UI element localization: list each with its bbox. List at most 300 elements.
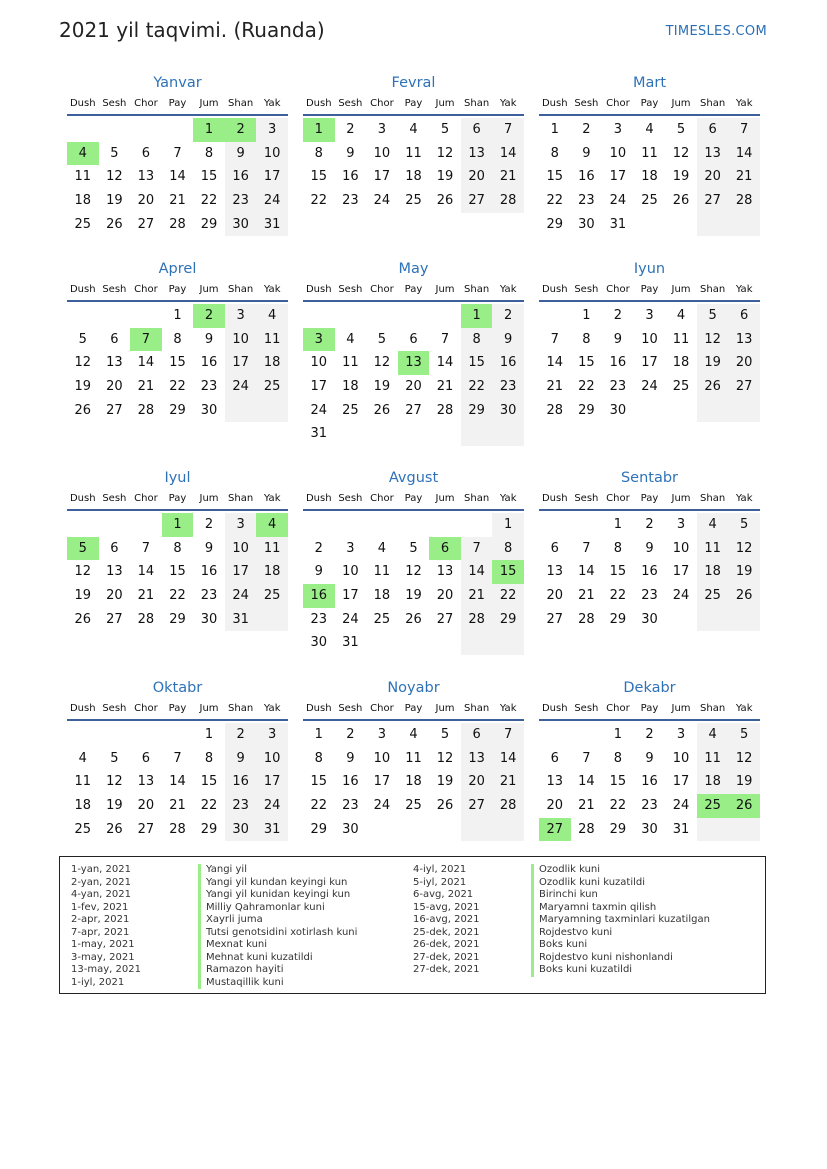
day-cell[interactable]: 30 [492, 399, 524, 423]
day-cell[interactable]: 8 [492, 537, 524, 561]
day-cell[interactable]: 7 [141, 540, 151, 556]
day-cell[interactable]: 10 [310, 355, 328, 371]
day-cell[interactable]: 15 [546, 169, 564, 185]
day-cell[interactable]: 16 [342, 774, 359, 790]
day-cell[interactable]: 9 [346, 145, 355, 161]
day-cell[interactable]: 31 [256, 818, 288, 842]
day-cell[interactable]: 14 [492, 142, 524, 166]
day-cell[interactable]: 11 [697, 747, 729, 771]
day-cell[interactable]: 17 [256, 770, 288, 794]
day-cell[interactable]: 13 [728, 328, 760, 352]
day-cell[interactable]: 21 [492, 165, 524, 189]
day-cell[interactable]: 6 [429, 537, 461, 561]
day-cell[interactable]: 28 [546, 402, 564, 418]
day-cell[interactable]: 16 [641, 564, 658, 580]
day-cell[interactable]: 22 [461, 375, 493, 399]
day-cell[interactable]: 30 [310, 635, 328, 651]
day-cell[interactable]: 22 [609, 798, 627, 814]
day-cell[interactable]: 10 [373, 750, 391, 766]
day-cell[interactable]: 21 [578, 588, 595, 604]
day-cell[interactable]: 9 [645, 540, 654, 556]
day-cell[interactable]: 10 [641, 331, 658, 347]
day-cell[interactable]: 3 [346, 540, 355, 556]
day-cell[interactable]: 5 [440, 122, 450, 137]
day-cell[interactable]: 1 [613, 727, 623, 742]
day-cell[interactable]: 23 [609, 379, 627, 395]
day-cell[interactable]: 3 [676, 727, 686, 742]
day-cell[interactable]: 18 [256, 560, 288, 584]
day-cell[interactable]: 3 [256, 118, 288, 142]
day-cell[interactable]: 25 [697, 584, 729, 608]
day-cell[interactable]: 7 [492, 723, 524, 747]
day-cell[interactable]: 6 [697, 118, 729, 142]
day-cell[interactable]: 4 [377, 540, 387, 556]
day-cell[interactable]: 5 [377, 331, 387, 347]
day-cell[interactable]: 7 [461, 537, 493, 561]
day-cell[interactable]: 30 [200, 402, 218, 418]
day-cell[interactable]: 31 [225, 608, 257, 632]
day-cell[interactable]: 26 [436, 193, 454, 209]
day-cell[interactable]: 27 [461, 794, 493, 818]
day-cell[interactable]: 21 [546, 379, 564, 395]
day-cell[interactable]: 6 [550, 540, 559, 556]
day-cell[interactable]: 6 [141, 750, 151, 766]
day-cell[interactable]: 11 [74, 169, 92, 185]
day-cell[interactable]: 16 [200, 564, 218, 580]
day-cell[interactable]: 8 [550, 145, 559, 161]
day-cell[interactable]: 3 [645, 308, 654, 323]
day-cell[interactable]: 2 [225, 723, 257, 747]
day-cell[interactable]: 6 [110, 540, 119, 556]
day-cell[interactable]: 12 [697, 328, 729, 352]
day-cell[interactable]: 13 [398, 351, 430, 375]
day-cell[interactable]: 8 [314, 145, 323, 161]
day-cell[interactable]: 2 [613, 308, 623, 323]
day-cell[interactable]: 9 [346, 750, 355, 766]
day-cell[interactable]: 29 [169, 402, 186, 418]
day-cell[interactable]: 2 [346, 122, 355, 137]
day-cell[interactable]: 3 [256, 723, 288, 747]
day-cell[interactable]: 25 [373, 611, 391, 627]
day-cell[interactable]: 16 [578, 169, 595, 185]
day-cell[interactable]: 15 [609, 564, 627, 580]
day-cell[interactable]: 27 [106, 611, 123, 627]
day-cell[interactable]: 25 [641, 193, 658, 209]
day-cell[interactable]: 16 [200, 355, 218, 371]
day-cell[interactable]: 27 [436, 611, 454, 627]
day-cell[interactable]: 26 [373, 402, 391, 418]
day-cell[interactable]: 24 [672, 588, 690, 604]
day-cell[interactable]: 9 [613, 331, 623, 347]
day-cell[interactable]: 4 [676, 308, 686, 323]
day-cell[interactable]: 10 [672, 540, 690, 556]
day-cell[interactable]: 19 [373, 379, 391, 395]
day-cell[interactable]: 28 [578, 821, 595, 837]
day-cell[interactable]: 2 [582, 122, 591, 137]
day-cell[interactable]: 23 [342, 193, 359, 209]
day-cell[interactable]: 24 [672, 798, 690, 814]
day-cell[interactable]: 11 [256, 537, 288, 561]
day-cell[interactable]: 24 [225, 375, 257, 399]
day-cell[interactable]: 25 [74, 821, 92, 837]
day-cell[interactable]: 20 [461, 770, 493, 794]
day-cell[interactable]: 1 [314, 727, 323, 742]
day-cell[interactable]: 23 [578, 193, 595, 209]
day-cell[interactable]: 5 [110, 145, 119, 161]
day-cell[interactable]: 12 [106, 774, 123, 790]
day-cell[interactable]: 13 [137, 169, 155, 185]
day-cell[interactable]: 19 [697, 351, 729, 375]
day-cell[interactable]: 11 [405, 750, 422, 766]
day-cell[interactable]: 10 [256, 142, 288, 166]
day-cell[interactable]: 14 [436, 355, 454, 371]
day-cell[interactable]: 4 [78, 750, 87, 766]
day-cell[interactable]: 31 [672, 821, 690, 837]
day-cell[interactable]: 29 [492, 608, 524, 632]
day-cell[interactable]: 14 [461, 560, 493, 584]
day-cell[interactable]: 28 [169, 216, 186, 232]
day-cell[interactable]: 10 [672, 750, 690, 766]
day-cell[interactable]: 24 [256, 189, 288, 213]
day-cell[interactable]: 7 [173, 750, 182, 766]
day-cell[interactable]: 11 [256, 328, 288, 352]
day-cell[interactable]: 23 [342, 798, 359, 814]
day-cell[interactable]: 12 [373, 355, 391, 371]
day-cell[interactable]: 26 [697, 375, 729, 399]
day-cell[interactable]: 25 [405, 193, 422, 209]
day-cell[interactable]: 26 [436, 798, 454, 814]
day-cell[interactable]: 25 [256, 584, 288, 608]
day-cell[interactable]: 23 [225, 189, 257, 213]
day-cell[interactable]: 15 [578, 355, 595, 371]
day-cell[interactable]: 29 [609, 821, 627, 837]
day-cell[interactable]: 17 [373, 774, 391, 790]
day-cell[interactable]: 3 [377, 122, 387, 137]
day-cell[interactable]: 8 [173, 540, 182, 556]
day-cell[interactable]: 9 [645, 750, 654, 766]
day-cell[interactable]: 29 [200, 821, 218, 837]
day-cell[interactable]: 10 [373, 145, 391, 161]
day-cell[interactable]: 24 [373, 193, 391, 209]
day-cell[interactable]: 22 [169, 588, 186, 604]
day-cell[interactable]: 26 [728, 794, 760, 818]
day-cell[interactable]: 7 [582, 540, 591, 556]
day-cell[interactable]: 29 [546, 216, 564, 232]
day-cell[interactable]: 29 [310, 821, 328, 837]
day-cell[interactable]: 1 [613, 517, 623, 532]
day-cell[interactable]: 18 [672, 355, 690, 371]
day-cell[interactable]: 3 [225, 304, 257, 328]
day-cell[interactable]: 26 [74, 402, 92, 418]
day-cell[interactable]: 15 [200, 774, 218, 790]
day-cell[interactable]: 30 [225, 818, 257, 842]
day-cell[interactable]: 15 [310, 774, 328, 790]
day-cell[interactable]: 12 [728, 747, 760, 771]
day-cell[interactable]: 18 [641, 169, 658, 185]
day-cell[interactable]: 5 [110, 750, 119, 766]
day-cell[interactable]: 8 [173, 331, 182, 347]
day-cell[interactable]: 8 [461, 328, 493, 352]
day-cell[interactable]: 29 [169, 611, 186, 627]
day-cell[interactable]: 14 [728, 142, 760, 166]
day-cell[interactable]: 21 [578, 798, 595, 814]
day-cell[interactable]: 1 [582, 308, 591, 323]
day-cell[interactable]: 28 [492, 189, 524, 213]
day-cell[interactable]: 28 [578, 611, 595, 627]
day-cell[interactable]: 5 [440, 727, 450, 742]
day-cell[interactable]: 17 [225, 560, 257, 584]
day-cell[interactable]: 20 [436, 588, 454, 604]
day-cell[interactable]: 27 [539, 818, 571, 842]
day-cell[interactable]: 24 [310, 402, 328, 418]
day-cell[interactable]: 4 [256, 513, 288, 537]
day-cell[interactable]: 16 [492, 351, 524, 375]
day-cell[interactable]: 14 [169, 169, 186, 185]
day-cell[interactable]: 25 [74, 216, 92, 232]
day-cell[interactable]: 19 [728, 560, 760, 584]
day-cell[interactable]: 14 [492, 747, 524, 771]
day-cell[interactable]: 1 [162, 513, 194, 537]
day-cell[interactable]: 9 [225, 142, 257, 166]
day-cell[interactable]: 15 [200, 169, 218, 185]
day-cell[interactable]: 21 [728, 165, 760, 189]
day-cell[interactable]: 1 [204, 727, 214, 742]
day-cell[interactable]: 13 [461, 747, 493, 771]
day-cell[interactable]: 25 [405, 798, 422, 814]
day-cell[interactable]: 28 [137, 402, 155, 418]
day-cell[interactable]: 27 [546, 611, 564, 627]
day-cell[interactable]: 17 [609, 169, 627, 185]
day-cell[interactable]: 2 [204, 517, 214, 532]
day-cell[interactable]: 16 [641, 774, 658, 790]
day-cell[interactable]: 14 [546, 355, 564, 371]
day-cell[interactable]: 17 [310, 379, 328, 395]
day-cell[interactable]: 25 [256, 375, 288, 399]
day-cell[interactable]: 22 [492, 584, 524, 608]
day-cell[interactable]: 30 [342, 821, 359, 837]
day-cell[interactable]: 22 [578, 379, 595, 395]
day-cell[interactable]: 19 [436, 169, 454, 185]
day-cell[interactable]: 15 [492, 560, 524, 584]
day-cell[interactable]: 21 [461, 584, 493, 608]
day-cell[interactable]: 17 [256, 165, 288, 189]
day-cell[interactable]: 19 [106, 798, 123, 814]
day-cell[interactable]: 20 [106, 588, 123, 604]
day-cell[interactable]: 12 [74, 355, 92, 371]
day-cell[interactable]: 11 [697, 537, 729, 561]
day-cell[interactable]: 22 [200, 798, 218, 814]
day-cell[interactable]: 27 [697, 189, 729, 213]
day-cell[interactable]: 20 [728, 351, 760, 375]
day-cell[interactable]: 27 [137, 821, 155, 837]
day-cell[interactable]: 28 [728, 189, 760, 213]
day-cell[interactable]: 9 [204, 540, 214, 556]
day-cell[interactable]: 13 [546, 564, 564, 580]
day-cell[interactable]: 15 [461, 351, 493, 375]
day-cell[interactable]: 18 [342, 379, 359, 395]
day-cell[interactable]: 30 [578, 216, 595, 232]
day-cell[interactable]: 1 [173, 308, 182, 323]
day-cell[interactable]: 3 [225, 513, 257, 537]
day-cell[interactable]: 22 [546, 193, 564, 209]
day-cell[interactable]: 19 [672, 169, 690, 185]
day-cell[interactable]: 25 [342, 402, 359, 418]
day-cell[interactable]: 5 [67, 537, 99, 561]
day-cell[interactable]: 3 [613, 122, 623, 137]
day-cell[interactable]: 24 [641, 379, 658, 395]
day-cell[interactable]: 17 [342, 588, 359, 604]
day-cell[interactable]: 7 [440, 331, 450, 347]
day-cell[interactable]: 21 [169, 193, 186, 209]
day-cell[interactable]: 6 [141, 145, 151, 161]
day-cell[interactable]: 30 [641, 821, 658, 837]
day-cell[interactable]: 12 [672, 145, 690, 161]
day-cell[interactable]: 6 [728, 304, 760, 328]
day-cell[interactable]: 10 [342, 564, 359, 580]
day-cell[interactable]: 26 [106, 821, 123, 837]
day-cell[interactable]: 3 [676, 517, 686, 532]
day-cell[interactable]: 7 [130, 328, 162, 352]
day-cell[interactable]: 21 [137, 379, 155, 395]
day-cell[interactable]: 16 [342, 169, 359, 185]
day-cell[interactable]: 13 [106, 564, 123, 580]
day-cell[interactable]: 19 [74, 588, 92, 604]
day-cell[interactable]: 6 [461, 723, 493, 747]
day-cell[interactable]: 14 [578, 564, 595, 580]
day-cell[interactable]: 15 [169, 355, 186, 371]
day-cell[interactable]: 30 [641, 611, 658, 627]
day-cell[interactable]: 7 [582, 750, 591, 766]
day-cell[interactable]: 14 [578, 774, 595, 790]
day-cell[interactable]: 27 [137, 216, 155, 232]
day-cell[interactable]: 9 [204, 331, 214, 347]
day-cell[interactable]: 22 [609, 588, 627, 604]
day-cell[interactable]: 13 [697, 142, 729, 166]
day-cell[interactable]: 3 [303, 328, 335, 352]
day-cell[interactable]: 23 [200, 588, 218, 604]
day-cell[interactable]: 7 [728, 118, 760, 142]
day-cell[interactable]: 4 [645, 122, 654, 137]
day-cell[interactable]: 21 [492, 770, 524, 794]
day-cell[interactable]: 12 [405, 564, 422, 580]
day-cell[interactable]: 19 [106, 193, 123, 209]
brand-link[interactable]: TIMESLES.COM [665, 24, 767, 39]
day-cell[interactable]: 12 [106, 169, 123, 185]
day-cell[interactable]: 21 [436, 379, 454, 395]
day-cell[interactable]: 27 [728, 375, 760, 399]
day-cell[interactable]: 27 [405, 402, 422, 418]
day-cell[interactable]: 22 [200, 193, 218, 209]
day-cell[interactable]: 8 [582, 331, 591, 347]
day-cell[interactable]: 2 [645, 727, 654, 742]
day-cell[interactable]: 6 [409, 331, 418, 347]
day-cell[interactable]: 24 [225, 584, 257, 608]
day-cell[interactable]: 31 [256, 213, 288, 237]
day-cell[interactable]: 2 [193, 304, 225, 328]
day-cell[interactable]: 17 [672, 774, 690, 790]
day-cell[interactable]: 29 [461, 399, 493, 423]
day-cell[interactable]: 4 [697, 723, 729, 747]
day-cell[interactable]: 25 [697, 794, 729, 818]
day-cell[interactable]: 11 [74, 774, 92, 790]
day-cell[interactable]: 23 [200, 379, 218, 395]
day-cell[interactable]: 24 [373, 798, 391, 814]
day-cell[interactable]: 29 [200, 216, 218, 232]
day-cell[interactable]: 18 [74, 193, 92, 209]
day-cell[interactable]: 23 [225, 794, 257, 818]
day-cell[interactable]: 10 [225, 328, 257, 352]
day-cell[interactable]: 18 [256, 351, 288, 375]
day-cell[interactable]: 2 [492, 304, 524, 328]
day-cell[interactable]: 30 [609, 402, 627, 418]
day-cell[interactable]: 29 [609, 611, 627, 627]
day-cell[interactable]: 29 [578, 402, 595, 418]
day-cell[interactable]: 20 [137, 193, 155, 209]
day-cell[interactable]: 10 [256, 747, 288, 771]
day-cell[interactable]: 26 [74, 611, 92, 627]
day-cell[interactable]: 18 [697, 770, 729, 794]
day-cell[interactable]: 24 [256, 794, 288, 818]
day-cell[interactable]: 17 [672, 564, 690, 580]
day-cell[interactable]: 31 [342, 635, 359, 651]
day-cell[interactable]: 9 [492, 328, 524, 352]
day-cell[interactable]: 26 [672, 193, 690, 209]
day-cell[interactable]: 18 [405, 169, 422, 185]
day-cell[interactable]: 8 [204, 145, 214, 161]
day-cell[interactable]: 22 [310, 798, 328, 814]
day-cell[interactable]: 4 [346, 331, 355, 347]
day-cell[interactable]: 4 [409, 122, 418, 137]
day-cell[interactable]: 27 [106, 402, 123, 418]
day-cell[interactable]: 2 [645, 517, 654, 532]
day-cell[interactable]: 11 [405, 145, 422, 161]
day-cell[interactable]: 4 [67, 142, 99, 166]
day-cell[interactable]: 5 [697, 304, 729, 328]
day-cell[interactable]: 18 [405, 774, 422, 790]
day-cell[interactable]: 6 [550, 750, 559, 766]
day-cell[interactable]: 21 [169, 798, 186, 814]
day-cell[interactable]: 10 [225, 537, 257, 561]
day-cell[interactable]: 12 [74, 564, 92, 580]
day-cell[interactable]: 3 [377, 727, 387, 742]
day-cell[interactable]: 2 [314, 540, 323, 556]
day-cell[interactable]: 16 [609, 355, 627, 371]
day-cell[interactable]: 4 [256, 304, 288, 328]
day-cell[interactable]: 24 [342, 611, 359, 627]
day-cell[interactable]: 18 [74, 798, 92, 814]
day-cell[interactable]: 14 [137, 355, 155, 371]
day-cell[interactable]: 4 [409, 727, 418, 742]
day-cell[interactable]: 16 [303, 584, 335, 608]
day-cell[interactable]: 6 [461, 118, 493, 142]
day-cell[interactable]: 24 [609, 193, 627, 209]
day-cell[interactable]: 22 [169, 379, 186, 395]
day-cell[interactable]: 12 [436, 145, 454, 161]
day-cell[interactable]: 12 [436, 750, 454, 766]
day-cell[interactable]: 8 [613, 750, 623, 766]
day-cell[interactable]: 20 [137, 798, 155, 814]
day-cell[interactable]: 16 [225, 770, 257, 794]
day-cell[interactable]: 14 [169, 774, 186, 790]
day-cell[interactable]: 22 [310, 193, 328, 209]
day-cell[interactable]: 5 [409, 540, 418, 556]
day-cell[interactable]: 20 [697, 165, 729, 189]
day-cell[interactable]: 18 [373, 588, 391, 604]
day-cell[interactable]: 1 [193, 118, 225, 142]
day-cell[interactable]: 26 [728, 584, 760, 608]
day-cell[interactable]: 28 [169, 821, 186, 837]
day-cell[interactable]: 5 [78, 331, 87, 347]
